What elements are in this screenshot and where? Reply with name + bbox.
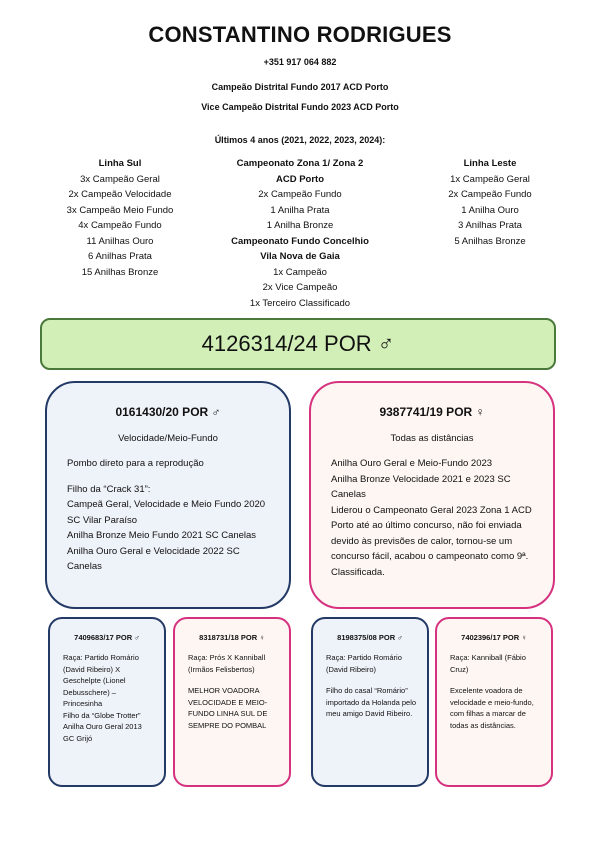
- sire-card: [45, 381, 291, 609]
- dam-text: Liderou o Campeonato Geral 2023 Zona 1 ACD Porto até ao último concurso, não foi enviada devido às previsões de calor, tornou-se um concurso fácil, acabou o campeonato como 9ª. Classificada.: [331, 504, 532, 578]
- list-item: 1x Campeão Geral: [450, 173, 530, 185]
- dam-subtitle: Todas as distâncias: [390, 433, 474, 444]
- dam-card: [309, 381, 555, 609]
- column-heading: Campeonato Fundo Concelhio: [231, 235, 369, 247]
- list-item: 1 Anilha Prata: [270, 204, 330, 216]
- list-item: 3 Anilhas Prata: [458, 220, 522, 231]
- grandparent-ring: 8198375/08 POR ♂: [337, 633, 403, 642]
- list-item: 2x Campeão Velocidade: [68, 189, 172, 200]
- list-item: 1x Campeão: [273, 266, 327, 278]
- sire-text: Campeã Geral, Velocidade e Meio Fundo 2020 SC Vilar Paraíso: [67, 499, 266, 526]
- dam-text: Anilha Bronze Velocidade 2021 e 2023 SC Canelas: [331, 473, 511, 500]
- owner-name: CONSTANTINO RODRIGUES: [148, 22, 452, 47]
- list-item: 2x Campeão Fundo: [448, 189, 532, 200]
- list-item: 6 Anilhas Prata: [88, 251, 152, 262]
- grandparent-text: Raça: Kanniball (Fábio Cruz): [450, 653, 526, 674]
- list-item: 3x Campeão Meio Fundo: [66, 204, 174, 216]
- sire-ring: 0161430/20 POR ♂: [115, 405, 221, 419]
- grandparent-ring: 8318731/18 POR ♀: [199, 633, 265, 642]
- list-item: 2x Vice Campeão: [262, 282, 338, 293]
- sire-text: Filho da “Crack 31”:: [67, 483, 151, 495]
- grandparent-card: [48, 617, 166, 787]
- title-vice-champion: Vice Campeão Distrital Fundo 2023 ACD Porto: [201, 102, 399, 112]
- list-item: 1 Anilha Bronze: [266, 220, 334, 231]
- sire-text: Anilha Bronze Meio Fundo 2021 SC Canelas: [67, 530, 257, 541]
- grandparent-text: Raça: Partido Romário (David Ribeiro): [326, 653, 402, 674]
- grandparent-card: [435, 617, 553, 787]
- grandparent-card: [173, 617, 291, 787]
- grandparent-text: Filho da “Globe Trotter” Anilha Ouro Geral 2013 GC Grijó: [63, 710, 142, 743]
- grandparent-text: Raça: Partido Romário (David Ribeiro) X Geschelpte (Lionel Debusschere) – Princesinha: [63, 653, 139, 708]
- list-item: 15 Anilhas Bronze: [81, 266, 159, 278]
- last-years-heading: Últimos 4 anos (2021, 2022, 2023, 2024):: [214, 135, 386, 145]
- sire-text: Anilha Ouro Geral e Velocidade 2022 SC Canelas: [67, 545, 240, 572]
- grandparent-text: Filho do casal “Romário” importado da Holanda pelo meu amigo David Ribeiro.: [326, 686, 417, 718]
- grandparent-card: [311, 617, 429, 787]
- linha-sul-column: [30, 156, 210, 280]
- title-district-champion: Campeão Distrital Fundo 2017 ACD Porto: [211, 82, 389, 92]
- list-item: 1 Anilha Ouro: [461, 204, 519, 216]
- sire-subtitle: Velocidade/Meio-Fundo: [118, 433, 218, 444]
- dam-ring: 9387741/19 POR ♀: [379, 405, 485, 419]
- column-heading: Campeonato Zona 1/ Zona 2: [236, 158, 364, 169]
- column-subheading: ACD Porto: [275, 173, 325, 185]
- dam-text: Anilha Ouro Geral e Meio-Fundo 2023: [331, 458, 493, 469]
- phone-number: +351 917 064 882: [263, 57, 337, 67]
- column-subheading: Vila Nova de Gaia: [260, 251, 340, 262]
- grandparent-text: Raça: Prós X Kanniball (Irmãos Felisbertos): [188, 653, 266, 674]
- list-item: 3x Campeão Geral: [80, 173, 160, 185]
- zona-column: [200, 156, 400, 311]
- sire-text: Pombo direto para a reprodução: [67, 458, 204, 469]
- column-heading: Linha Leste: [463, 158, 517, 169]
- grandparent-ring: 7409683/17 POR ♂: [74, 633, 140, 642]
- main-ring-banner: 4126314/24 POR ♂: [40, 318, 556, 370]
- list-item: 4x Campeão Fundo: [78, 220, 162, 231]
- linha-leste-column: [400, 156, 580, 249]
- grandparent-text: Excelente voadora de velocidade e meio-fundo, com filhas a marcar de todas as distâncias.: [450, 686, 534, 730]
- grandparent-text: MELHOR VOADORA VELOCIDADE E MEIO-FUNDO LINHA SUL DE SEMPRE DO POMBAL: [188, 686, 268, 730]
- list-item: 5 Anilhas Bronze: [454, 235, 526, 247]
- grandparent-ring: 7402396/17 POR ♀: [461, 633, 527, 642]
- list-item: 1x Terceiro Classificado: [249, 297, 351, 309]
- column-heading: Linha Sul: [98, 158, 142, 169]
- list-item: 11 Anilhas Ouro: [86, 235, 154, 247]
- list-item: 2x Campeão Fundo: [258, 189, 342, 200]
